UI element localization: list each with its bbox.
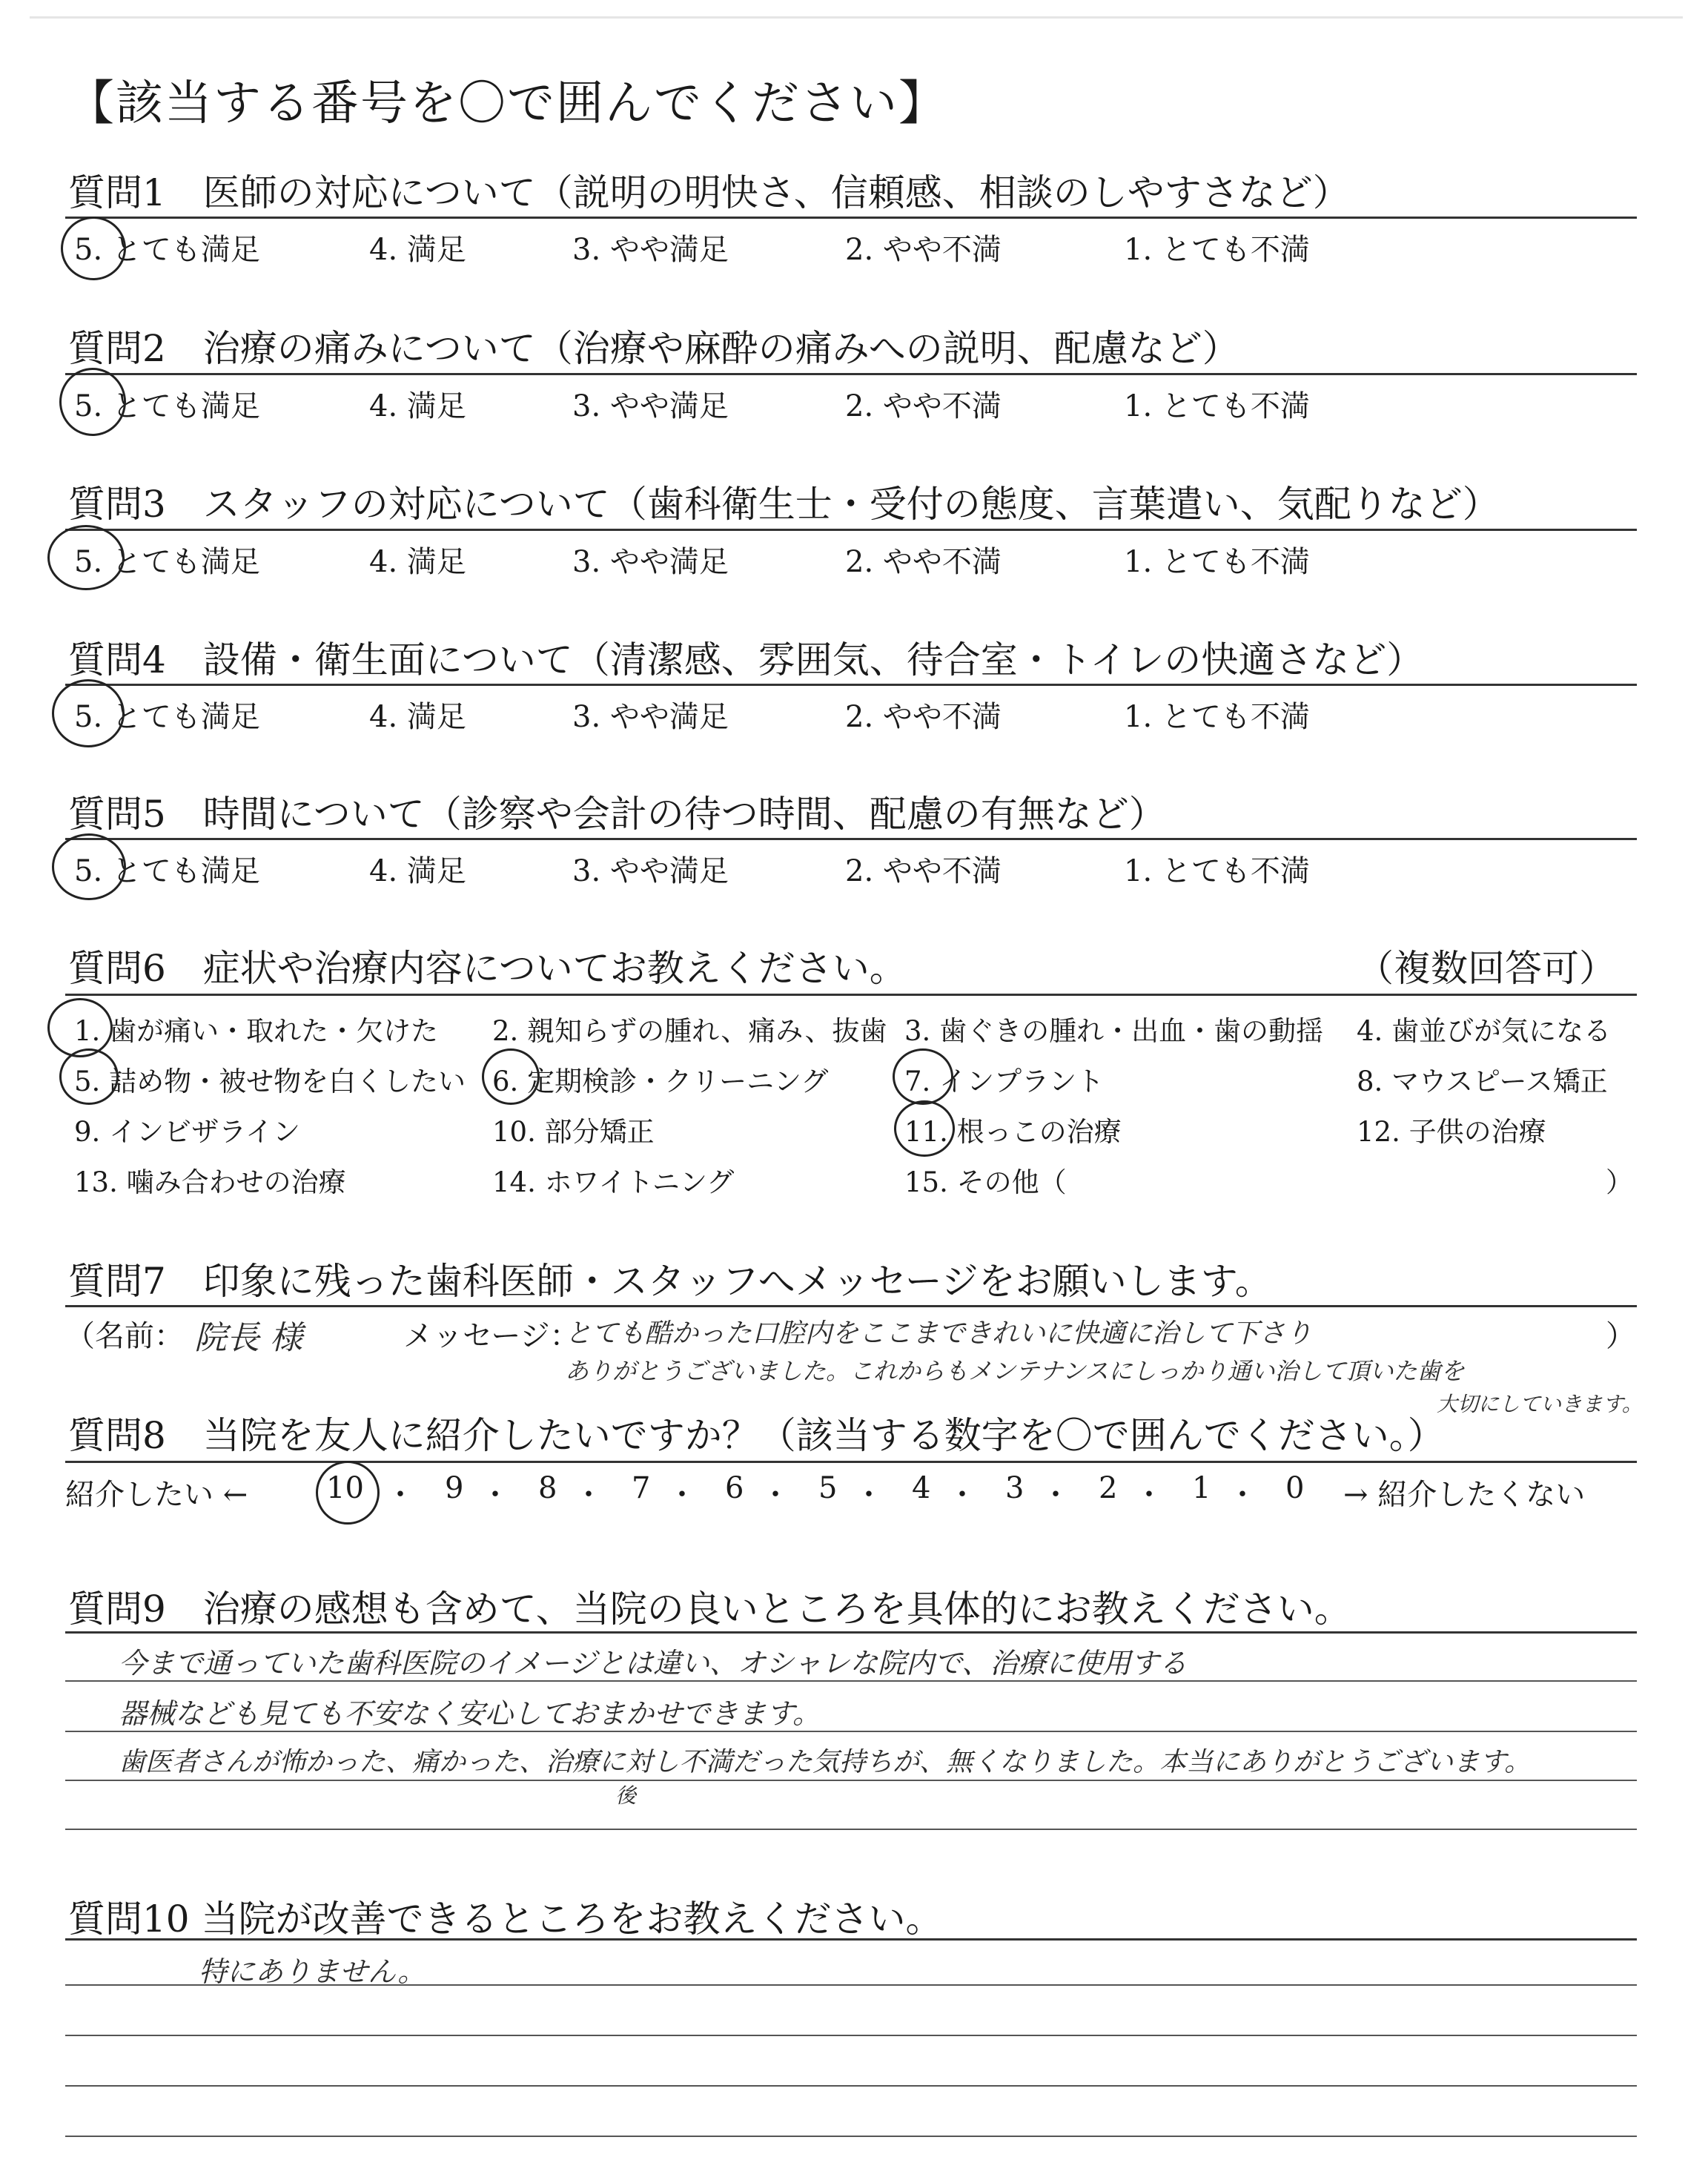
q8-separator: ・ [667, 1478, 697, 1512]
q8-separator: ・ [854, 1478, 884, 1512]
q6-item-15[interactable]: 15. その他（ [904, 1166, 1067, 1198]
q4-option-2[interactable]: 2. やや不満 [845, 700, 1002, 734]
q4-option-1[interactable]: 1. とても不満 [1124, 700, 1310, 734]
q8-left-label: 紹介したい ← [65, 1478, 248, 1512]
q8-separator: ・ [1228, 1478, 1257, 1512]
q7-message-line1[interactable]: とても酷かった口腔内をここまできれいに快適に治して下さり [565, 1318, 1313, 1349]
q8-scale-3[interactable]: 3 [1005, 1471, 1025, 1505]
q2-option-3[interactable]: 3. やや満足 [572, 389, 729, 423]
q8-rule [65, 1461, 1637, 1463]
q9-answer-rule-2 [65, 1731, 1637, 1732]
q10-answer-rule-1 [65, 1984, 1637, 1986]
q3-option-5[interactable]: 5. とても満足 [74, 545, 260, 579]
q2-option-2[interactable]: 2. やや不満 [845, 389, 1002, 423]
q1-rule [65, 217, 1637, 219]
q4-option-5[interactable]: 5. とても満足 [74, 700, 260, 734]
q6-item-2[interactable]: 2. 親知らずの腫れ、痛み、抜歯 [492, 1015, 887, 1047]
q1-option-1[interactable]: 1. とても不満 [1124, 233, 1310, 267]
q9-answer-rule-4 [65, 1829, 1637, 1830]
q9-answer-line1[interactable]: 今まで通っていた歯科医院のイメージとは違い、オシャレな院内で、治療に使用する [119, 1647, 1188, 1680]
q1-title: 質問1 医師の対応について（説明の明快さ、信頼感、相談のしやすさなど） [68, 171, 1350, 214]
q2-option-4[interactable]: 4. 満足 [369, 389, 466, 423]
q3-option-1[interactable]: 1. とても不満 [1124, 545, 1310, 579]
q3-option-4[interactable]: 4. 満足 [369, 545, 466, 579]
q9-insertion-mark: 後 [615, 1783, 637, 1808]
q6-item-7[interactable]: 7. インプラント [904, 1066, 1105, 1097]
q2-option-1[interactable]: 1. とても不満 [1124, 389, 1310, 423]
q2-title: 質問2 治療の痛みについて（治療や麻酔の痛みへの説明、配慮など） [68, 327, 1239, 370]
q7-title: 質問7 印象に残った歯科医師・スタッフへメッセージをお願いします。 [68, 1260, 1272, 1303]
q4-rule [65, 684, 1637, 686]
q7-close-paren: ） [1606, 1319, 1635, 1353]
q5-rule [65, 838, 1637, 840]
q6-item-5[interactable]: 5. 詰め物・被せ物を白くしたい [74, 1066, 466, 1097]
q2-selection-circle [59, 368, 126, 436]
q8-separator: ・ [385, 1478, 415, 1512]
q7-rule [65, 1305, 1637, 1307]
q10-rule [65, 1938, 1637, 1941]
q10-answer-rule-3 [65, 2085, 1637, 2087]
q9-title: 質問9 治療の感想も含めて、当院の良いところを具体的にお教えください。 [68, 1588, 1351, 1631]
q6-title: 質問6 症状や治療内容についてお教えください。 [68, 947, 907, 990]
q1-option-3[interactable]: 3. やや満足 [572, 233, 729, 267]
q5-option-5[interactable]: 5. とても満足 [74, 854, 260, 888]
q7-name-value[interactable]: 院長 様 [194, 1319, 302, 1357]
q7-message-label: メッセージ： [403, 1319, 580, 1353]
q9-answer-rule-3 [65, 1780, 1637, 1781]
q9-answer-line3[interactable]: 歯医者さんが怖かった、痛かった、治療に対し不満だった気持ちが、無くなりました。本当にありがとうございます。 [119, 1747, 1532, 1777]
q2-rule [65, 373, 1637, 375]
q6-item-1[interactable]: 1. 歯が痛い・取れた・欠けた [74, 1015, 439, 1047]
q8-scale-9[interactable]: 9 [445, 1471, 464, 1505]
q6-selection-circle-11 [894, 1100, 955, 1157]
q8-separator: ・ [761, 1478, 790, 1512]
q6-item-13[interactable]: 13. 噛み合わせの治療 [74, 1166, 346, 1198]
q10-answer-rule-2 [65, 2035, 1637, 2036]
q8-separator: ・ [947, 1478, 977, 1512]
q3-title: 質問3 スタッフの対応について（歯科衛生士・受付の態度、言葉遣い、気配りなど） [68, 483, 1500, 526]
q5-selection-circle [52, 833, 126, 900]
q6-selection-circle-1 [47, 998, 113, 1057]
q6-item-11[interactable]: 11. 根っこの治療 [904, 1116, 1122, 1148]
q6-item-12[interactable]: 12. 子供の治療 [1357, 1116, 1546, 1148]
q6-item-3[interactable]: 3. 歯ぐきの腫れ・出血・歯の動揺 [904, 1015, 1324, 1047]
q6-item-4[interactable]: 4. 歯並びが気になる [1357, 1015, 1612, 1047]
q6-rule [65, 994, 1637, 996]
q8-scale-6[interactable]: 6 [725, 1471, 744, 1505]
q8-scale-1[interactable]: 1 [1192, 1471, 1211, 1505]
q8-scale-10[interactable]: 10 [326, 1471, 364, 1505]
q8-selection-circle [316, 1461, 380, 1525]
q10-answer[interactable]: 特にありません。 [199, 1955, 426, 1988]
q5-option-3[interactable]: 3. やや満足 [572, 854, 729, 888]
q5-option-1[interactable]: 1. とても不満 [1124, 854, 1310, 888]
q6-item-9[interactable]: 9. インビザライン [74, 1116, 300, 1148]
q6-selection-circle-5 [59, 1048, 119, 1105]
q6-selection-circle-7 [893, 1048, 953, 1105]
q6-item-6[interactable]: 6. 定期検診・クリーニング [492, 1066, 829, 1097]
q8-title: 質問8 当院を友人に紹介したいですか？（該当する数字を〇で囲んでください。） [68, 1414, 1445, 1457]
q6-other-close: ） [1606, 1166, 1633, 1198]
q3-option-3[interactable]: 3. やや満足 [572, 545, 729, 579]
q1-selection-circle [61, 217, 126, 280]
q6-item-14[interactable]: 14. ホワイトニング [492, 1166, 735, 1198]
q7-message-line3[interactable]: 大切にしていきます。 [1437, 1392, 1643, 1416]
q8-right-label: → 紹介したくない [1343, 1478, 1586, 1512]
q10-answer-rule-4 [65, 2136, 1637, 2137]
scan-top-edge [30, 16, 1683, 19]
q6-selection-circle-6 [482, 1048, 540, 1105]
q9-answer-line2[interactable]: 器械なども見ても不安なく安心しておまかせできます。 [119, 1697, 821, 1730]
q8-separator: ・ [480, 1478, 510, 1512]
q5-option-4[interactable]: 4. 満足 [369, 854, 466, 888]
q6-multi-note: （複数回答可） [1357, 947, 1616, 990]
page-title: 【該当する番号を〇で囲んでください】 [67, 76, 947, 131]
q8-separator: ・ [1134, 1478, 1164, 1512]
q3-option-2[interactable]: 2. やや不満 [845, 545, 1002, 579]
q7-message-line2[interactable]: ありがとうございました。これからもメンテナンスにしっかり通い治して頂いた歯を [565, 1357, 1465, 1385]
q3-rule [65, 529, 1637, 531]
q2-option-5[interactable]: 5. とても満足 [74, 389, 260, 423]
q9-answer-rule-1 [65, 1680, 1637, 1682]
q3-selection-circle [47, 525, 125, 590]
q5-title: 質問5 時間について（診察や会計の待つ時間、配慮の有無など） [68, 793, 1166, 836]
q8-separator: ・ [1041, 1478, 1070, 1512]
q9-rule [65, 1631, 1637, 1634]
q5-option-2[interactable]: 2. やや不満 [845, 854, 1002, 888]
q4-selection-circle [52, 679, 125, 747]
q1-option-2[interactable]: 2. やや不満 [845, 233, 1002, 267]
q1-option-4[interactable]: 4. 満足 [369, 233, 466, 267]
q8-scale-7[interactable]: 7 [632, 1471, 651, 1505]
q7-name-label: （名前： [65, 1319, 184, 1353]
q8-scale-2[interactable]: 2 [1099, 1471, 1118, 1505]
q4-option-4[interactable]: 4. 満足 [369, 700, 466, 734]
q10-title: 質問10 当院が改善できるところをお教えください。 [68, 1898, 943, 1941]
q8-scale-4[interactable]: 4 [912, 1471, 931, 1505]
q6-item-10[interactable]: 10. 部分矯正 [492, 1116, 655, 1148]
q8-separator: ・ [574, 1478, 603, 1512]
q6-item-8[interactable]: 8. マウスピース矯正 [1357, 1066, 1608, 1097]
q8-scale-0[interactable]: 0 [1285, 1471, 1305, 1505]
q4-title: 質問4 設備・衛生面について（清潔感、雰囲気、待合室・トイレの快適さなど） [68, 638, 1424, 681]
q4-option-3[interactable]: 3. やや満足 [572, 700, 729, 734]
q8-scale-5[interactable]: 5 [818, 1471, 838, 1505]
q1-option-5[interactable]: 5. とても満足 [74, 233, 260, 267]
q8-scale-8[interactable]: 8 [538, 1471, 557, 1505]
